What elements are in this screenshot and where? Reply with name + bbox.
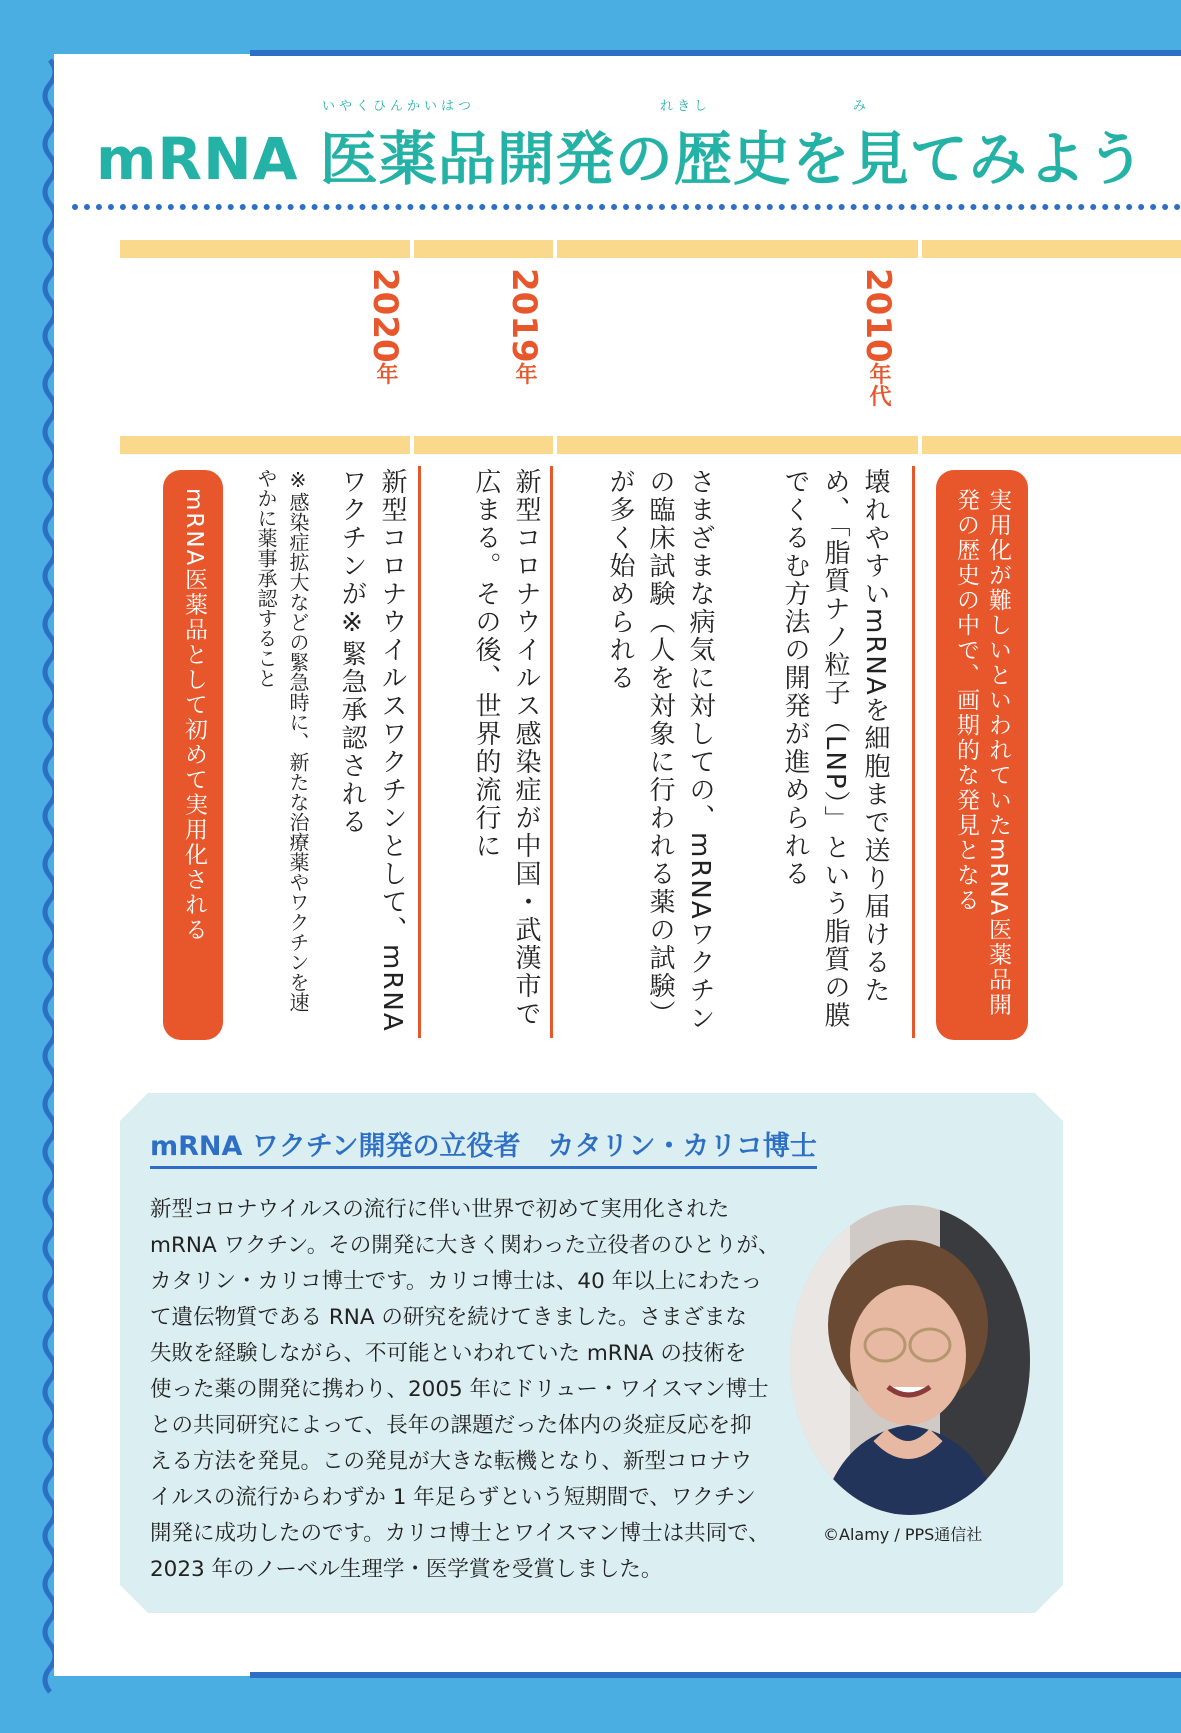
year-2010 (858, 268, 898, 407)
info-line: 新型コロナウイルスの流行に伴い世界で初めて実用化された (150, 1197, 730, 1222)
timeline-line-2020 (418, 466, 421, 1038)
info-line: 2023 年のノーベル生理学・医学賞を受賞しました。 (150, 1557, 663, 1582)
highlight-box-2010 (936, 470, 1028, 1040)
info-line: カタリン・カリコ博士です。カリコ博士は、40 年以上にわたっ (150, 1269, 763, 1294)
info-line: mRNA ワクチン。その開発に大きく関わった立役者のひとりが、 (150, 1233, 780, 1258)
timeline-band-top (120, 240, 1181, 258)
highlight-text-2020: mRNA医薬品として初めて実用化される (181, 488, 207, 943)
paper-border-bottom (250, 1672, 1181, 1678)
page-title: mRNA 医薬品開発の歴史を見てみよう (96, 125, 1146, 193)
year-label: 2020 (365, 268, 405, 363)
paper-border-top (250, 50, 1181, 56)
entry-2019: 新型コロナウイルス感染症が中国・武漢市で広まる。その後、世界的流行に (471, 468, 541, 1028)
title-furigana-3: み (853, 99, 871, 114)
portrait-photo (790, 1205, 1030, 1515)
year-2020 (365, 268, 405, 385)
year-label: 2019 (504, 268, 544, 363)
timeline-line-2010 (912, 466, 915, 1038)
title-furigana-2: れきし (660, 99, 712, 114)
entry-2020: 新型コロナウイルスワクチンとして、mRNAワクチンが※緊急承認される (337, 468, 407, 1033)
band-divider (410, 238, 414, 458)
highlight-text-2010: 実用化が難しいといわれていたmRNA医薬品開発の歴史の中で、画期的な発見となる (953, 488, 1011, 1018)
info-line: 開発に成功したのです。カリコ博士とワイスマン博士は共同で、 (150, 1521, 770, 1546)
year-suffix: 年 (373, 362, 398, 385)
info-line: 失敗を経験しながら、不可能といわれていた mRNA の技術を (150, 1341, 747, 1366)
year-label: 2010 (858, 268, 898, 363)
info-line: 使った薬の開発に携わり、2005 年にドリュー・ワイスマン博士 (150, 1377, 769, 1402)
band-divider (918, 238, 922, 458)
info-line: える方法を発見。この発見が大きな転機となり、新型コロナウ (150, 1449, 753, 1474)
title-furigana-1: いやくひんかいはつ (322, 99, 476, 114)
info-line: イルスの流行からわずか 1 年足らずという短期間で、ワクチン (150, 1485, 756, 1510)
info-body (150, 1192, 780, 1588)
year-2019 (504, 268, 544, 385)
entry-2010-trials: さまざまな病気に対しての、mRNAワクチンの臨床試験（人を対象に行われる薬の試験）が多く始められる (605, 468, 715, 1033)
portrait-illustration (790, 1205, 1030, 1515)
info-line: との共同研究によって、長年の課題だった体内の炎症反応を抑 (150, 1413, 752, 1438)
band-divider (553, 238, 557, 458)
timeline-band-bottom (120, 436, 1181, 454)
dotted-divider (72, 204, 1181, 210)
timeline-line-2019 (550, 466, 553, 1038)
info-line: て遺伝物質である RNA の研究を続けてきました。さまざまな (150, 1305, 747, 1330)
highlight-box-2020 (163, 470, 223, 1040)
year-suffix: 年 (512, 362, 537, 385)
info-title: mRNA ワクチン開発の立役者 カタリン・カリコ博士 (150, 1124, 817, 1169)
entry-2010-lnp: 壊れやすいmRNAを細胞まで送り届けるため、「脂質ナノ粒子（LNP）」という脂質の膜でくるむ方法の開発が進められる (780, 468, 890, 1030)
note-2020: ※感染症拡大などの緊急時に、新たな治療薬やワクチンを速やかに薬事承認すること (254, 468, 310, 1012)
year-suffix: 年代 (866, 362, 891, 407)
photo-credit: ©Alamy / PPS通信社 (823, 1525, 983, 1544)
